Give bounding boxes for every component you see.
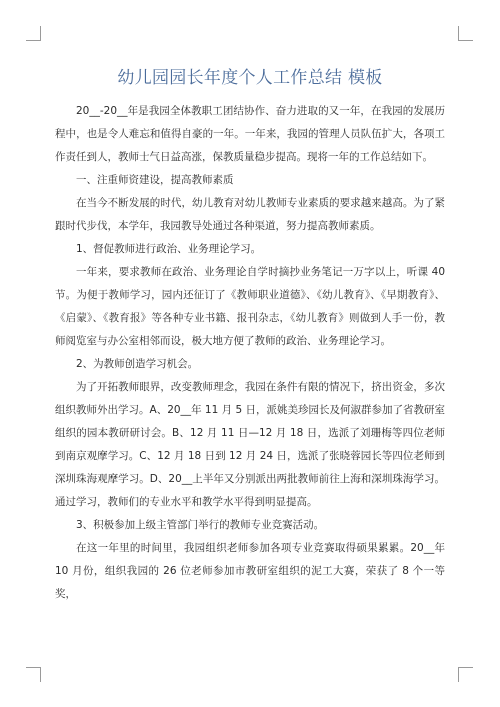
paragraph-section-1: 在当今不断发展的时代，幼儿教育对幼儿教师专业素质的要求越来越高。为了紧跟时代步伐，本学年，我园教导处通过各种渠道，努力提高教师素质。 bbox=[55, 197, 445, 232]
crop-mark-top-right bbox=[458, 26, 473, 41]
paragraph-intro: 20__-20__年是我园全体教职工团结协作、奋力进取的又一年，在我园的发展历程中，也是令人难忘和值得自豪的一年。一年来，我园的管理人员队伍扩大，各项工作责任到人，教师士气日益高涨，保教质量稳步提高。现将一年的工作总结如下。 bbox=[55, 105, 445, 163]
crop-mark-bottom-right bbox=[458, 667, 473, 682]
crop-mark-bottom-left bbox=[26, 667, 41, 682]
crop-mark-top-left bbox=[26, 26, 41, 41]
heading-item-2: 2、为教师创造学习机会。 bbox=[76, 358, 199, 370]
document-body bbox=[55, 100, 445, 606]
paragraph-item-3: 在这一年里的时间里，我园组织老师参加各项专业竞赛取得硕果累累。20__年 10 月份，组织我园的 26 位老师参加市教研室组织的泥工大赛，荣获了 8 个一等奖， bbox=[55, 542, 445, 600]
document-title: 幼儿园园长年度个人工作总结 模板 bbox=[117, 68, 383, 88]
paragraph-item-2: 为了开拓教师眼界，改变教师理念，我园在条件有限的情况下，挤出资金，多次组织教师外出学习。A、20__年 11 月 5 日，派姚美珍园长及何淑群参加了省教研室组织的园本教研研讨会。B、12 月 11 日—12 月 18 日，选派了刘珊梅等四位老师到南京观摩学习。C、12 月 18 日到 12 月 24 日，选派了张晓蓉园长等四位老师到深圳珠海观摩学习。D、20__上半年又分别派出两批教师前往上海和深圳珠海学习。通过学习，教师们的专业水平和教学水平得到明显提高。 bbox=[55, 381, 445, 508]
heading-section-1: 一、注重师资建设，提高教师素质 bbox=[76, 174, 234, 186]
paragraph-item-1: 一年来，要求教师在政治、业务理论自学时摘抄业务笔记一万字以上，听课 40 节。为便于教师学习，园内还征订了《教师职业道德》、《幼儿教育》、《早期教育》、《启蒙》、《教育报》等各种专业书籍、报刊杂志，《幼儿教育》则做到人手一份，教师阅览室与办公室相邻而设，极大地方便了教师的政治、业务理论学习。 bbox=[55, 266, 445, 347]
heading-item-3: 3、积极参加上级主管部门举行的教师专业竞赛活动。 bbox=[76, 519, 325, 531]
heading-item-1: 1、督促教师进行政治、业务理论学习。 bbox=[76, 243, 262, 255]
